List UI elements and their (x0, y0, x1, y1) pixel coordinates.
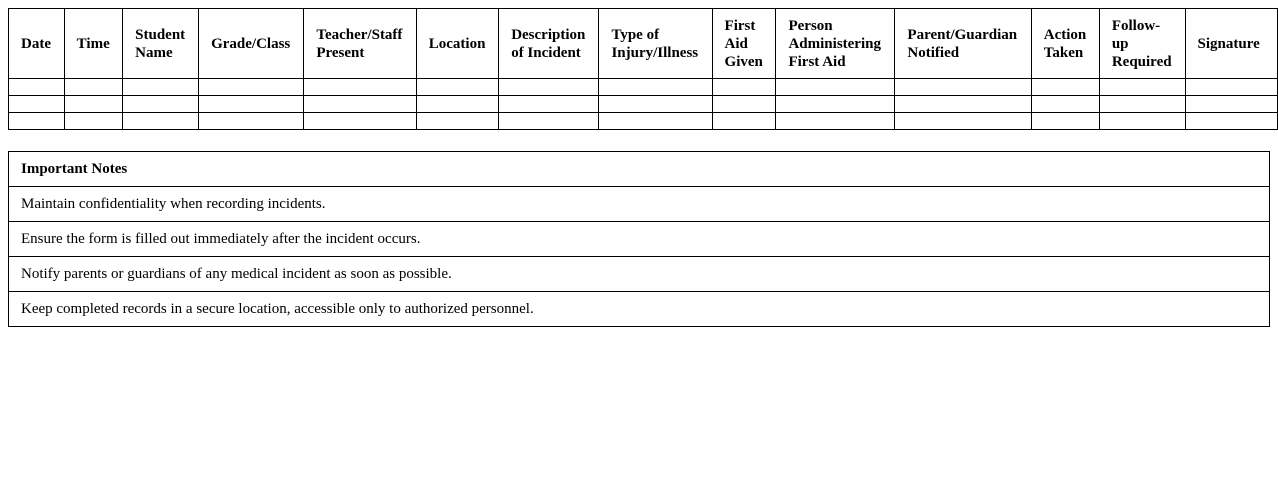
table-cell[interactable] (499, 96, 599, 113)
header-person-administering-first-aid: Person Administering First Aid (776, 9, 895, 79)
table-cell[interactable] (1099, 79, 1185, 96)
table-cell[interactable] (123, 79, 199, 96)
table-cell[interactable] (1185, 113, 1277, 130)
table-cell[interactable] (304, 96, 416, 113)
table-cell[interactable] (499, 79, 599, 96)
table-cell[interactable] (123, 113, 199, 130)
table-cell[interactable] (1031, 96, 1099, 113)
notes-title-row (9, 152, 1270, 187)
list-item (9, 292, 1270, 327)
table-cell[interactable] (199, 79, 304, 96)
table-cell[interactable] (1185, 96, 1277, 113)
table-cell[interactable] (1099, 113, 1185, 130)
header-description-of-incident: Description of Incident (499, 9, 599, 79)
table-cell[interactable] (9, 96, 65, 113)
table-cell[interactable] (416, 79, 498, 96)
note-text: Maintain confidentiality when recording incidents. (9, 187, 1270, 222)
header-row (9, 9, 1278, 79)
table-cell[interactable] (599, 96, 712, 113)
table-cell[interactable] (9, 113, 65, 130)
table-cell[interactable] (1031, 79, 1099, 96)
table-row (9, 113, 1278, 130)
header-action-taken: Action Taken (1031, 9, 1099, 79)
important-notes-table (8, 151, 1270, 327)
table-cell[interactable] (9, 79, 65, 96)
header-time: Time (64, 9, 122, 79)
table-row (9, 96, 1278, 113)
header-signature: Signature (1185, 9, 1277, 79)
table-cell[interactable] (199, 113, 304, 130)
table-cell[interactable] (1185, 79, 1277, 96)
table-cell[interactable] (776, 79, 895, 96)
table-cell[interactable] (712, 96, 776, 113)
notes-title: Important Notes (9, 152, 1270, 187)
table-cell[interactable] (895, 79, 1031, 96)
header-first-aid-given: First Aid Given (712, 9, 776, 79)
table-cell[interactable] (199, 96, 304, 113)
table-cell[interactable] (64, 96, 122, 113)
header-student-name: Student Name (123, 9, 199, 79)
table-cell[interactable] (776, 96, 895, 113)
table-cell[interactable] (304, 113, 416, 130)
table-cell[interactable] (1031, 113, 1099, 130)
header-grade-class: Grade/Class (199, 9, 304, 79)
table-cell[interactable] (64, 79, 122, 96)
table-cell[interactable] (416, 113, 498, 130)
table-cell[interactable] (123, 96, 199, 113)
list-item (9, 257, 1270, 292)
table-cell[interactable] (599, 79, 712, 96)
header-date: Date (9, 9, 65, 79)
header-location: Location (416, 9, 498, 79)
list-item (9, 222, 1270, 257)
note-text: Keep completed records in a secure location, accessible only to authorized personnel. (9, 292, 1270, 327)
header-teacher-staff-present: Teacher/Staff Present (304, 9, 416, 79)
incident-log-table (8, 8, 1278, 130)
table-cell[interactable] (499, 113, 599, 130)
table-cell[interactable] (895, 113, 1031, 130)
table-cell[interactable] (599, 113, 712, 130)
header-follow-up-required: Follow-up Required (1099, 9, 1185, 79)
table-cell[interactable] (1099, 96, 1185, 113)
table-cell[interactable] (416, 96, 498, 113)
table-cell[interactable] (304, 79, 416, 96)
header-parent-guardian-notified: Parent/Guardian Notified (895, 9, 1031, 79)
note-text: Notify parents or guardians of any medical incident as soon as possible. (9, 257, 1270, 292)
table-cell[interactable] (895, 96, 1031, 113)
table-cell[interactable] (776, 113, 895, 130)
list-item (9, 187, 1270, 222)
table-cell[interactable] (712, 79, 776, 96)
note-text: Ensure the form is filled out immediately after the incident occurs. (9, 222, 1270, 257)
table-row (9, 79, 1278, 96)
header-type-of-injury-illness: Type of Injury/Illness (599, 9, 712, 79)
table-cell[interactable] (64, 113, 122, 130)
table-cell[interactable] (712, 113, 776, 130)
